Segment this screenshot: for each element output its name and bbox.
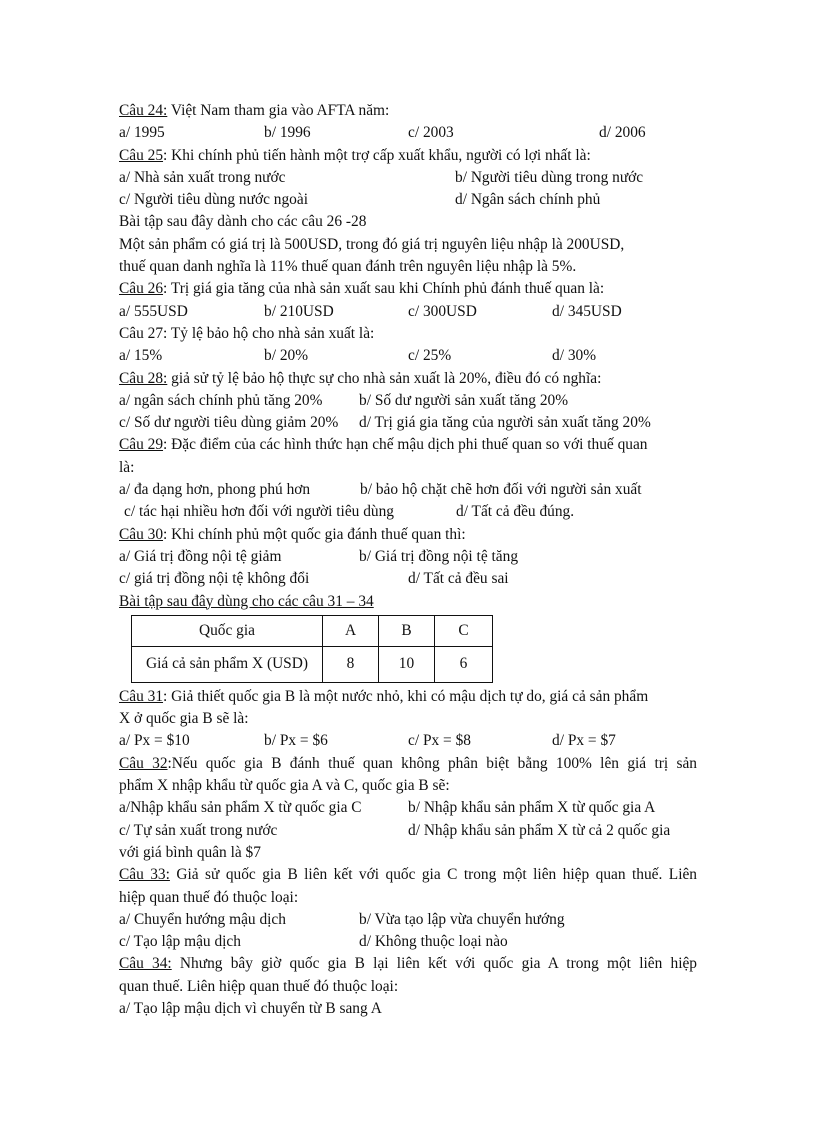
question-27: Câu 27: Tỷ lệ bảo hộ cho nhà sản xuất là: xyxy=(119,324,375,342)
question-label: Câu 25 xyxy=(119,146,164,164)
question-label: Câu 24: xyxy=(119,102,168,119)
option-c: c/ 300USD xyxy=(408,302,477,320)
question-label: Câu 32 xyxy=(119,754,168,772)
option-c: c/ tác hại nhiều hơn đối với người tiêu dùng xyxy=(124,503,394,521)
option-b: b/ bảo hộ chặt chẽ hơn đối với người sản xuất xyxy=(360,481,642,499)
question-25 xyxy=(119,145,697,167)
option-b: b/ 210USD xyxy=(264,302,334,320)
question-33-options-cd xyxy=(119,931,697,953)
question-29-options-ab xyxy=(119,479,697,501)
question-30-options-ab xyxy=(119,546,697,568)
question-24-options xyxy=(119,122,697,144)
question-24 xyxy=(119,100,697,122)
question-33-options-ab xyxy=(119,909,697,931)
option-b: b/ Số dư người sản xuất tăng 20% xyxy=(359,391,569,409)
question-34 xyxy=(119,953,697,975)
option-c: c/ 2003 xyxy=(408,124,454,142)
question-34-option-a: a/ Tạo lập mậu dịch vì chuyển từ B sang A xyxy=(119,999,382,1017)
option-c: c/ Số dư người tiêu dùng giảm 20% xyxy=(119,414,339,432)
option-d: d/ Px = $7 xyxy=(552,732,616,750)
table-row xyxy=(132,646,493,682)
question-text: : Khi chính phủ tiến hành một trợ cấp xuất khẩu, người có lợi nhất là: xyxy=(163,146,591,164)
table-header-cell: B xyxy=(379,615,435,646)
question-label: Câu 29 xyxy=(119,436,164,454)
option-c: c/ Người tiêu dùng nước ngoài xyxy=(119,191,308,209)
question-text: Việt Nam tham gia vào AFTA năm: xyxy=(167,102,390,119)
question-31-options xyxy=(119,730,697,752)
option-d: d/ Tất cả đều sai xyxy=(408,570,509,588)
option-c: c/ Tạo lập mậu dịch xyxy=(119,933,241,951)
table-header-cell: Quốc gia xyxy=(132,615,323,646)
option-d: d/ 2006 xyxy=(599,124,646,142)
question-26 xyxy=(119,278,697,300)
table-cell: 8 xyxy=(323,646,379,682)
option-a: a/ Px = $10 xyxy=(119,732,190,750)
question-label: Câu 28: xyxy=(119,369,168,387)
document-page xyxy=(119,100,697,1020)
question-text-continued: hiệp quan thuế đó thuộc loại: xyxy=(119,888,299,906)
question-text: : Đặc điểm của các hình thức hạn chế mậu dịch phi thuế quan so với thuế quan xyxy=(163,436,648,454)
exercise-intro: Bài tập sau đây dùng cho các câu 31 – 34 xyxy=(119,592,374,610)
question-30-options-cd xyxy=(119,568,697,590)
price-table xyxy=(131,615,493,683)
exercise-intro: Bài tập sau đây dành cho các câu 26 -28 xyxy=(119,213,367,231)
option-a: a/ Giá trị đồng nội tệ giảm xyxy=(119,547,282,565)
table-cell: 10 xyxy=(379,646,435,682)
question-25-options-ab xyxy=(119,167,697,189)
option-b: b/ 20% xyxy=(264,347,309,365)
option-d: d/ Trị giá gia tăng của người sản xuất tăng 20% xyxy=(359,414,651,432)
exercise-text: Một sản phẩm có giá trị là 500USD, trong đó giá trị nguyên liệu nhập là 200USD, xyxy=(119,235,625,253)
question-text: : Giả thiết quốc gia B là một nước nhỏ, khi có mậu dịch tự do, giá cả sản phẩm xyxy=(163,687,649,705)
question-32 xyxy=(119,753,697,775)
option-a: a/ 15% xyxy=(119,347,163,365)
question-text: : Trị giá gia tăng của nhà sản xuất sau khi Chính phủ đánh thuế quan là: xyxy=(163,280,605,298)
question-text-continued: quan thuế. Liên hiệp quan thuế đó thuộc loại: xyxy=(119,977,399,995)
option-d-continued: với giá bình quân là $7 xyxy=(119,843,261,861)
option-a: a/ đa dạng hơn, phong phú hơn xyxy=(119,481,311,499)
option-a: a/ 555USD xyxy=(119,302,188,320)
option-b: b/ Nhập khẩu sản phẩm X từ quốc gia A xyxy=(408,799,656,817)
question-32-options-cd xyxy=(119,820,697,842)
question-28-options-cd xyxy=(119,412,697,434)
option-a: a/ ngân sách chính phủ tăng 20% xyxy=(119,391,323,409)
question-label: Câu 30 xyxy=(119,525,164,543)
option-c: c/ Tự sản xuất trong nước xyxy=(119,821,278,839)
question-28 xyxy=(119,368,697,390)
table-cell: Giá cả sản phẩm X (USD) xyxy=(132,646,323,682)
question-label: Câu 26 xyxy=(119,280,164,298)
question-label: Câu 33: xyxy=(119,866,170,884)
question-27-options xyxy=(119,345,697,367)
option-a: a/ Nhà sản xuất trong nước xyxy=(119,168,286,186)
option-a: a/Nhập khẩu sản phẩm X từ quốc gia C xyxy=(119,799,362,817)
question-text-continued: X ở quốc gia B sẽ là: xyxy=(119,710,249,728)
table-header-cell: C xyxy=(435,615,493,646)
option-c: c/ giá trị đồng nội tệ không đổi xyxy=(119,570,310,588)
question-29 xyxy=(119,434,697,456)
option-d: d/ 30% xyxy=(552,347,597,365)
option-b: b/ Px = $6 xyxy=(264,732,328,750)
exercise-text: thuế quan danh nghĩa là 11% thuế quan đánh trên nguyên liệu nhập là 5%. xyxy=(119,258,577,276)
option-a: a/ 1995 xyxy=(119,124,165,142)
table-header-cell: A xyxy=(323,615,379,646)
question-text: giả sử tỷ lệ bảo hộ thực sự cho nhà sản xuất là 20%, điều đó có nghĩa: xyxy=(167,369,602,387)
question-31 xyxy=(119,686,697,708)
question-32-options-ab xyxy=(119,797,697,819)
question-28-options-ab xyxy=(119,390,697,412)
question-29-options-cd xyxy=(119,501,697,523)
question-text: : Khi chính phủ một quốc gia đánh thuế quan thì: xyxy=(163,525,466,543)
option-b: b/ Vừa tạo lập vừa chuyển hướng xyxy=(359,910,565,928)
table-cell: 6 xyxy=(435,646,493,682)
question-25-options-cd xyxy=(119,189,697,211)
option-b: b/ Người tiêu dùng trong nước xyxy=(455,168,644,186)
option-d: d/ Ngân sách chính phủ xyxy=(455,191,601,209)
option-c: c/ Px = $8 xyxy=(408,732,471,750)
question-text-continued: phẩm X nhập khẩu từ quốc gia A và C, quốc gia B sẽ: xyxy=(119,777,450,795)
option-b: b/ Giá trị đồng nội tệ tăng xyxy=(359,547,519,565)
option-d: d/ Nhập khẩu sản phẩm X từ cả 2 quốc gia xyxy=(408,821,671,839)
option-b: b/ 1996 xyxy=(264,124,311,142)
question-text: :Nếu quốc gia B đánh thuế quan không phân biệt bằng 100% lên giá trị sản xyxy=(167,754,698,772)
option-d: d/ Tất cả đều đúng. xyxy=(456,503,575,521)
option-d: d/ Không thuộc loại nào xyxy=(359,933,508,951)
question-30 xyxy=(119,524,697,546)
table-header-row xyxy=(132,615,493,646)
question-label: Câu 31 xyxy=(119,687,164,705)
question-label: Câu 34: xyxy=(119,955,172,973)
option-c: c/ 25% xyxy=(408,347,452,365)
question-26-options xyxy=(119,301,697,323)
question-text: Nhưng bây giờ quốc gia B lại liên kết với quốc gia A trong một liên hiệp xyxy=(171,955,697,973)
option-d: d/ 345USD xyxy=(552,302,622,320)
option-a: a/ Chuyển hướng mậu dịch xyxy=(119,910,286,928)
question-text: Giả sử quốc gia B liên kết với quốc gia C trong một liên hiệp quan thuế. Liên xyxy=(169,866,698,884)
question-text-continued: là: xyxy=(119,458,135,476)
question-33 xyxy=(119,864,697,886)
